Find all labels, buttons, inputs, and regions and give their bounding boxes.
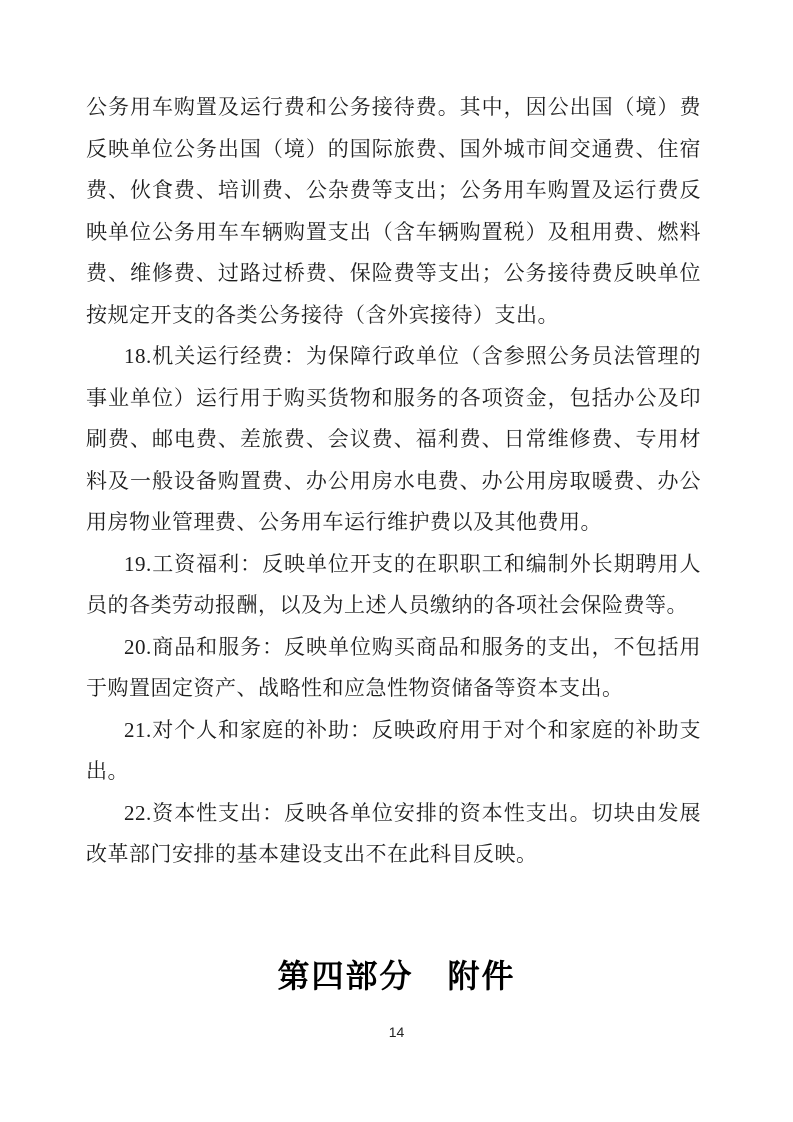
body-line: 事业单位）运行用于购买货物和服务的各项资金，包括办公及印: [86, 385, 701, 410]
body-line: 用房物业管理费、公务用车运行维护费以及其他费用。: [86, 510, 602, 534]
body-line: 于购置固定资产、战略性和应急性物资储备等资本支出。: [86, 676, 624, 700]
section-heading: 第四部分 附件: [277, 958, 516, 994]
body-line: 映单位公务用车车辆购置支出（含车辆购置税）及租用费、燃料: [86, 219, 701, 244]
body-line: 费、伙食费、培训费、公杂费等支出；公务用车购置及运行费反: [86, 178, 701, 202]
body-line: 刷费、邮电费、差旅费、会议费、福利费、日常维修费、专用材: [86, 427, 701, 451]
body-line: 改革部门安排的基本建设支出不在此科目反映。: [86, 842, 538, 866]
body-text: [86, 87, 701, 876]
body-line: 22.资本性支出：反映各单位安排的资本性支出。切块由发展: [124, 800, 701, 825]
body-line: 出。: [86, 759, 129, 783]
body-line: 反映单位公务出国（境）的国际旅费、国外城市间交通费、住宿: [86, 136, 701, 161]
body-line: 19.工资福利：反映单位开支的在职职工和编制外长期聘用人: [124, 551, 701, 576]
body-line: 公务用车购置及运行费和公务接待费。其中，因公出国（境）费: [86, 95, 701, 119]
page-number: 14: [388, 1024, 405, 1040]
body-line: 21.对个人和家庭的补助：反映政府用于对个和家庭的补助支: [124, 717, 701, 742]
body-line: 18.机关运行经费：为保障行政单位（含参照公务员法管理的: [124, 344, 701, 368]
body-line: 费、维修费、过路过桥费、保险费等支出；公务接待费反映单位: [86, 261, 701, 285]
body-line: 20.商品和服务：反映单位购买商品和服务的支出，不包括用: [124, 634, 701, 659]
body-line: 员的各类劳动报酬，以及为上述人员缴纳的各项社会保险费等。: [86, 593, 688, 617]
body-line: 按规定开支的各类公务接待（含外宾接待）支出。: [86, 302, 559, 327]
body-line: 料及一般设备购置费、办公用房水电费、办公用房取暖费、办公: [86, 468, 701, 493]
